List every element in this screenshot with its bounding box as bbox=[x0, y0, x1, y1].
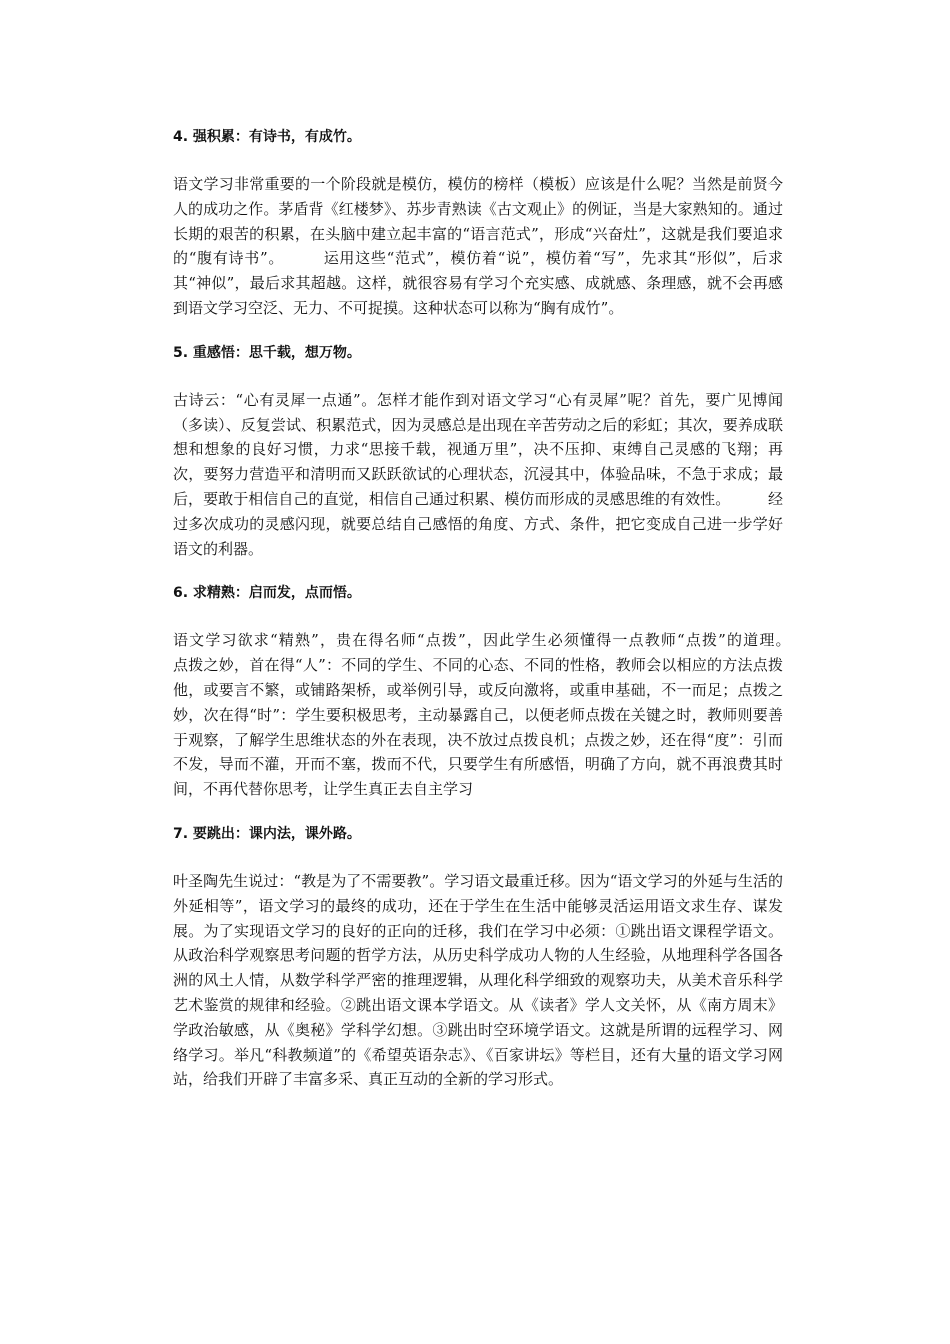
section-heading: 4. 强积累：有诗书，有成竹。 bbox=[173, 129, 361, 145]
section-paragraph: 叶圣陶先生说过：“教是为了不需要教”。学习语文最重迁移。因为“语文学习的外延与生活的外延相等”，语文学习的最终的成功，还在于学生在生活中能够灵活运用语文求生存、谋发展。为了实现语文学习的良好的正向的迁移，我们在学习中必须：①跳出语文课程学语文。从政治科学观察思考问题的哲学方法，从历史科学成功人物的人生经验，从地理科学各国各洲的风土人情，从数学科学严密的推理逻辑，从理化科学细致的观察功夫，从美术音乐科学艺术鉴赏的规律和经验。②跳出语文课本学语文。从《读者》学人文关怀，从《南方周末》学政治敏感，从《奥秘》学科学幻想。③跳出时空环境学语文。这就是所谓的远程学习、网络学习。举凡“科教频道”的《希望英语杂志》、《百家讲坛》等栏目，还有大量的语文学习网站，给我们开辟了丰富多采、真正互动的全新的学习形式。 bbox=[173, 871, 783, 1089]
section-heading: 7. 要跳出：课内法，课外路。 bbox=[173, 825, 361, 842]
section-paragraph: 语文学习非常重要的一个阶段就是模仿，模仿的榜样（模板）应该是什么呢？当然是前贤今人的成功之作。茅盾背《红楼梦》、苏步青熟读《古文观止》的例证，当是大家熟知的。通过长期的艰苦的积累，在头脑中建立起丰富的“语言范式”，形成“兴奋灶”，这就是我们要追求的“腹有诗书”。 运用这些“范式”，模仿着“说”，模仿着“写”，先求其“形似”，后求其“神似”，最后求其超越。这样，就很容易有学习个充实感、成就感、条理感，就不会再感到语文学习空泛、无力、不可捉摸。这种状态可以称为“胸有成竹”。 bbox=[173, 175, 783, 317]
section-heading: 5. 重感悟：思千载，想万物。 bbox=[173, 344, 361, 361]
section-paragraph: 语文学习欲求“精熟”，贵在得名师“点拨”，因此学生必须懂得一点教师“点拨”的道理。 点拨之妙，首在得“人”：不同的学生、不同的心态、不同的性格，教师会以相应的方法点拨他，或要言不繁，或铺路架桥，或举例引导，或反向激将，或重申基础，不一而足；点拨之妙，次在得“时”：学生要积极思考，主动暴露自己，以便老师点拨在关键之时，教师则要善于观察，了解学生思维状态的外在表现，决不放过点拨良机；点拨之妙，还在得“度”：引而不发，导而不灌，开而不塞，拨而不代，只要学生有所感悟，明确了方向，就不再浪费其时间，不再代替你思考，让学生真正去自主学习 bbox=[173, 631, 829, 799]
section-5 bbox=[173, 340, 783, 562]
section-paragraph: 古诗云：“心有灵犀一点通”。怎样才能作到对语文学习“心有灵犀”呢？首先，要广见博闻（多读）、反复尝试、积累范式，因为灵感总是出现在辛苦劳动之后的彩虹；其次，要养成联想和想象的良好习惯，力求“思接千载，视通万里”，决不压抑、束缚自己灵感的飞翔；再次，要努力营造平和清明而又跃跃欲试的心理状态，沉浸其中，体验品味，不急于求成；最后，要敢于相信自己的直觉，相信自己通过积累、模仿而形成的灵感思维的有效性。 经过多次成功的灵感闪现，就要总结自己感悟的角度、方式、条件，把它变成自己进一步学好语文的利器。 bbox=[173, 390, 783, 558]
section-4 bbox=[173, 124, 783, 321]
document-page bbox=[173, 124, 829, 1111]
section-heading: 6. 求精熟：启而发，点而悟。 bbox=[173, 585, 361, 602]
section-7 bbox=[173, 821, 783, 1092]
section-6 bbox=[173, 580, 829, 802]
